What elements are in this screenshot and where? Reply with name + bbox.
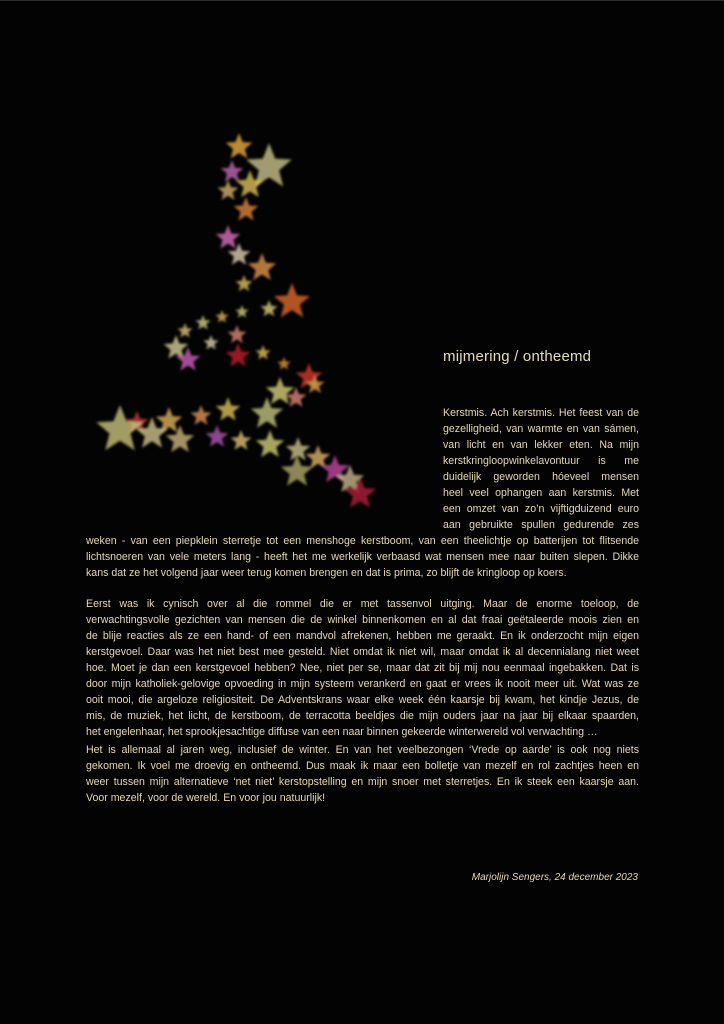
text-line: hoe. Moet je dan een kerstgevoel hebben? Nee, niet per se, maar dat zit bij mij nou eenmaal ingebakken. Dat is [86,662,639,674]
paragraph-1-intro [443,405,639,533]
text-line: mis, de muziek, het licht, de kerstboom, de terracotta beeldjes die mijn ouders jaar na jaar bij elkaar spaarden, [86,710,639,722]
text-line: Het is allemaal al jaren weg, inclusief de winter. En van het veelbezongen ‘Vrede op aarde’ is ook nog niets [86,744,639,756]
text-line: lichtsnoeren van vele meters lang - heeft het me werkelijk verbaasd wat mensen mee naar buiten slepen. Dikke [86,551,639,563]
author-signature: Marjolijn Sengers, 24 december 2023 [471,872,638,883]
text-line: door mijn katholiek-gelovige opvoeding in mijn systeem verankerd en gaat er vrees ik nooit meer uit. Wat was ze [86,678,639,690]
paragraph-1-continued [86,533,639,581]
text-line: ooit mooi, die argeloze religiositeit. De Adventskrans waar elke week één kaarsje bij kwam, het kindje Jezus, de [86,694,639,706]
text-line: heel veel ophangen aan kerstmis. Met [443,487,639,499]
text-line: gekomen. Ik voel me droevig en ontheemd. Dus maak ik maar een bolletje van mezelf en rol zachtjes heen en [86,760,639,772]
page-top-edge [0,0,724,1]
text-line: Kerstmis. Ach kerstmis. Het feest van de [443,407,639,419]
text-line: weken - van een piepklein sterretje tot een menshoge kerstboom, van een theelichtje op batterijen tot flitsende [86,535,639,547]
star-tree-illustration [95,125,385,515]
text-line: de blije reacties als ze een hand- of een mandvol afrekenen, hebben me geraakt. En ik onderzocht mijn eigen [86,630,639,642]
text-line: weer tussen mijn alternatieve ‘net niet’ kerstopstelling en mijn snoer met sterretjes. En ik steek een kaarsje aan. [86,776,639,788]
paragraph-3 [86,742,639,806]
text-line: gezelligheid, van warmte en van sámen, [443,423,639,435]
text-line: kerstkringloopwinkelavontuur is me [443,455,639,467]
text-line: het engelenhaar, het sprookjesachtige diffuse van een naar binnen gekeerde winterwereld vol verwachting … [86,726,598,738]
text-line: Voor mezelf, voor de wereld. En voor jou natuurlijk! [86,792,326,804]
page-title: mijmering / ontheemd [443,348,592,365]
text-line: duidelijk geworden hóeveel mensen [443,471,639,483]
text-line: aan gebruikte spullen gedurende zes [443,519,639,531]
text-line: Eerst was ik cynisch over al die rommel die er met tassenvol uitging. Maar de enorme toeloop, de [86,598,639,610]
text-line: van licht en van lekker eten. Na mijn [443,439,639,451]
text-line: kerstgevoel. Daar was het niet best mee gesteld. Niet omdat ik niet wil, maar omdat ik al decennialang niet weet [86,646,639,658]
text-line: een omzet van zo’n vijftigduizend euro [443,503,639,515]
paragraph-2 [86,596,639,740]
text-line: verwachtingsvolle gezichten van mensen die de winkel binnenkomen en al dat fraai geëtaleerde moois zien en [86,614,639,626]
text-line: kans dat ze het volgend jaar weer terug komen brengen en dat is prima, zo blijft de kringloop op koers. [86,567,567,579]
